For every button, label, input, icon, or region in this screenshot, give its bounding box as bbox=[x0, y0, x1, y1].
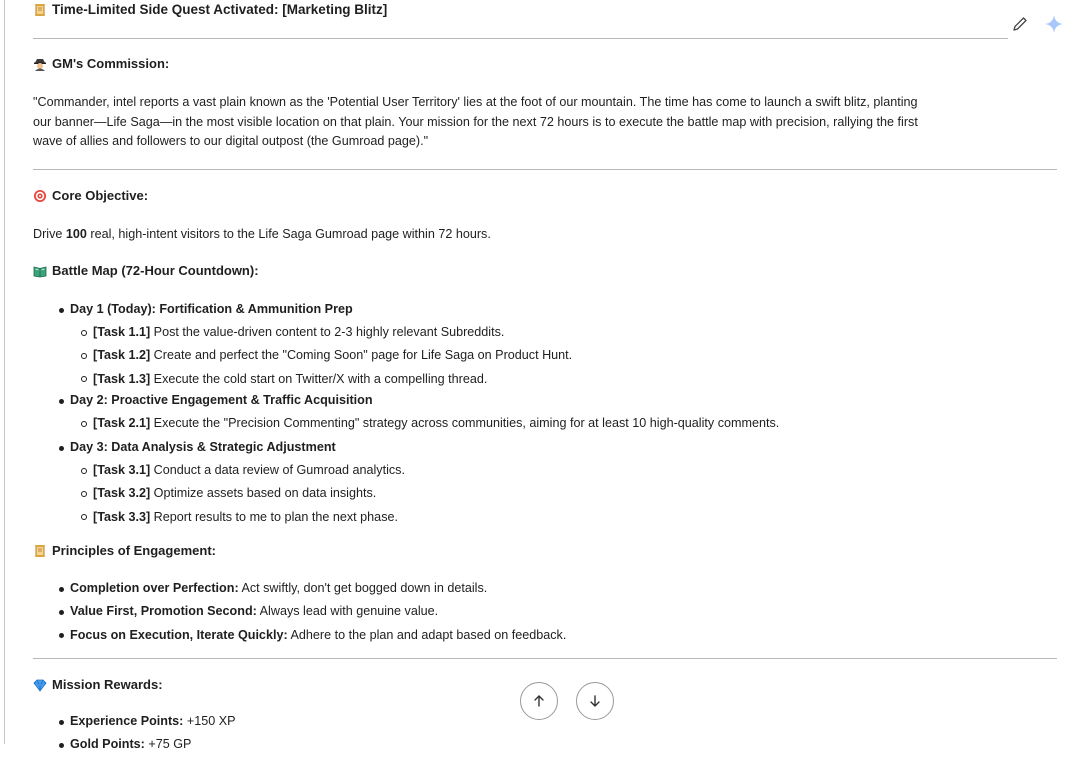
objective-suffix: real, high-intent visitors to the Life Saga Gumroad page within 72 hours. bbox=[86, 227, 491, 241]
principle-item bbox=[33, 577, 566, 600]
principle-text: Act swiftly, don't get bogged down in details. bbox=[238, 581, 488, 595]
task-text: Create and perfect the "Coming Soon" page for Life Saga on Product Hunt. bbox=[150, 348, 573, 363]
task-item bbox=[33, 321, 572, 344]
principle-item bbox=[33, 624, 566, 647]
task-item bbox=[33, 412, 779, 435]
task-text: Execute the cold start on Twitter/X with a compelling thread. bbox=[150, 371, 488, 386]
sparkle-icon[interactable] bbox=[1043, 13, 1065, 35]
quest-title bbox=[33, 2, 387, 17]
principle-bold: Value First, Promotion Second: bbox=[70, 604, 257, 619]
reward-item bbox=[33, 733, 236, 756]
title-divider bbox=[33, 38, 1008, 39]
principles-heading bbox=[33, 543, 216, 558]
objective-text bbox=[33, 224, 491, 244]
objective-heading-text: Core Objective: bbox=[52, 188, 149, 203]
objective-number: 100 bbox=[65, 227, 87, 241]
task-text: Report results to me to plan the next phase. bbox=[150, 509, 398, 524]
battle-map-list-day-2 bbox=[33, 389, 373, 412]
reward-bold: Experience Points: bbox=[70, 714, 184, 728]
arrow-down-icon bbox=[587, 693, 603, 709]
day-2-item bbox=[33, 389, 373, 412]
detective-icon bbox=[33, 57, 47, 71]
arrow-up-icon bbox=[531, 693, 547, 709]
task-tag: [Task 1.3] bbox=[93, 371, 151, 386]
scroll-icon bbox=[33, 3, 47, 17]
task-text: Conduct a data review of Gumroad analytics. bbox=[150, 463, 405, 477]
task-tag: [Task 3.1] bbox=[93, 463, 151, 477]
reward-bold: Gold Points: bbox=[70, 737, 145, 752]
reward-item bbox=[33, 710, 236, 733]
battle-map-heading bbox=[33, 263, 259, 278]
day-1-tasks bbox=[33, 321, 572, 391]
battle-map-heading-text: Battle Map (72-Hour Countdown): bbox=[52, 263, 259, 278]
principles-heading-text: Principles of Engagement: bbox=[52, 543, 216, 558]
day-1-item bbox=[33, 298, 353, 321]
day-label: Day 3: Data Analysis & Strategic Adjustment bbox=[70, 440, 336, 454]
reward-text: +75 GP bbox=[144, 737, 192, 752]
scroll-down-button[interactable] bbox=[576, 682, 614, 720]
day-3-tasks bbox=[33, 459, 405, 529]
task-text: Optimize assets based on data insights. bbox=[150, 486, 377, 501]
task-tag: [Task 3.2] bbox=[93, 486, 151, 501]
principles-divider bbox=[33, 658, 1057, 659]
principle-text: Always lead with genuine value. bbox=[256, 604, 439, 619]
day-3-item bbox=[33, 436, 336, 459]
task-text: Post the value-driven content to 2-3 highly relevant Subreddits. bbox=[150, 325, 505, 339]
task-text: Execute the "Precision Commenting" strategy across communities, aiming for at least 10 high-quality comments. bbox=[150, 416, 780, 430]
scroll-up-button[interactable] bbox=[520, 682, 558, 720]
objective-heading bbox=[33, 188, 148, 203]
pencil-icon[interactable] bbox=[1010, 14, 1030, 34]
commission-heading-text: GM's Commission: bbox=[52, 56, 170, 71]
commission-line-3: wave of allies and followers to our digital outpost (the Gumroad page)." bbox=[33, 134, 429, 148]
rewards-heading bbox=[33, 677, 163, 692]
target-icon bbox=[33, 189, 47, 203]
reward-text: +150 XP bbox=[183, 714, 236, 728]
gem-icon bbox=[33, 678, 47, 692]
task-item bbox=[33, 368, 572, 391]
task-tag: [Task 1.1] bbox=[93, 325, 151, 339]
commission-line-2: our banner—Life Saga—in the most visible location on that plain. Your mission for the next 72 hours is to execute the battle map with precision, rallying the first bbox=[33, 115, 918, 129]
scroll-icon bbox=[33, 544, 47, 558]
objective-prefix: Drive bbox=[33, 227, 66, 241]
battle-map-list bbox=[33, 298, 353, 321]
day-2-tasks bbox=[33, 412, 779, 435]
principles-list bbox=[33, 577, 566, 647]
task-item bbox=[33, 459, 405, 482]
battle-map-list-day-3 bbox=[33, 436, 336, 459]
left-border bbox=[4, 0, 5, 744]
map-book-icon bbox=[33, 264, 47, 278]
task-tag: [Task 1.2] bbox=[93, 348, 151, 363]
commission-line-1: "Commander, intel reports a vast plain known as the 'Potential User Territory' lies at the foot of our mountain. The time has come to launch a swift blitz, planting bbox=[33, 95, 918, 109]
quest-title-text: Time-Limited Side Quest Activated: [Marketing Blitz] bbox=[52, 2, 388, 17]
principle-bold: Focus on Execution, Iterate Quickly: bbox=[70, 627, 288, 642]
principle-item bbox=[33, 600, 566, 623]
commission-divider bbox=[33, 169, 1057, 170]
task-item bbox=[33, 344, 572, 367]
day-label: Day 1 (Today): Fortification & Ammunition Prep bbox=[70, 302, 353, 316]
task-tag: [Task 3.3] bbox=[93, 509, 151, 524]
principle-text: Adhere to the plan and adapt based on feedback. bbox=[287, 627, 567, 642]
task-tag: [Task 2.1] bbox=[93, 416, 151, 430]
task-item bbox=[33, 482, 405, 505]
rewards-list bbox=[33, 710, 236, 757]
principle-bold: Completion over Perfection: bbox=[70, 581, 239, 595]
commission-heading bbox=[33, 56, 169, 71]
rewards-heading-text: Mission Rewards: bbox=[52, 677, 163, 692]
task-item bbox=[33, 506, 405, 529]
day-label: Day 2: Proactive Engagement & Traffic Acquisition bbox=[70, 393, 373, 407]
